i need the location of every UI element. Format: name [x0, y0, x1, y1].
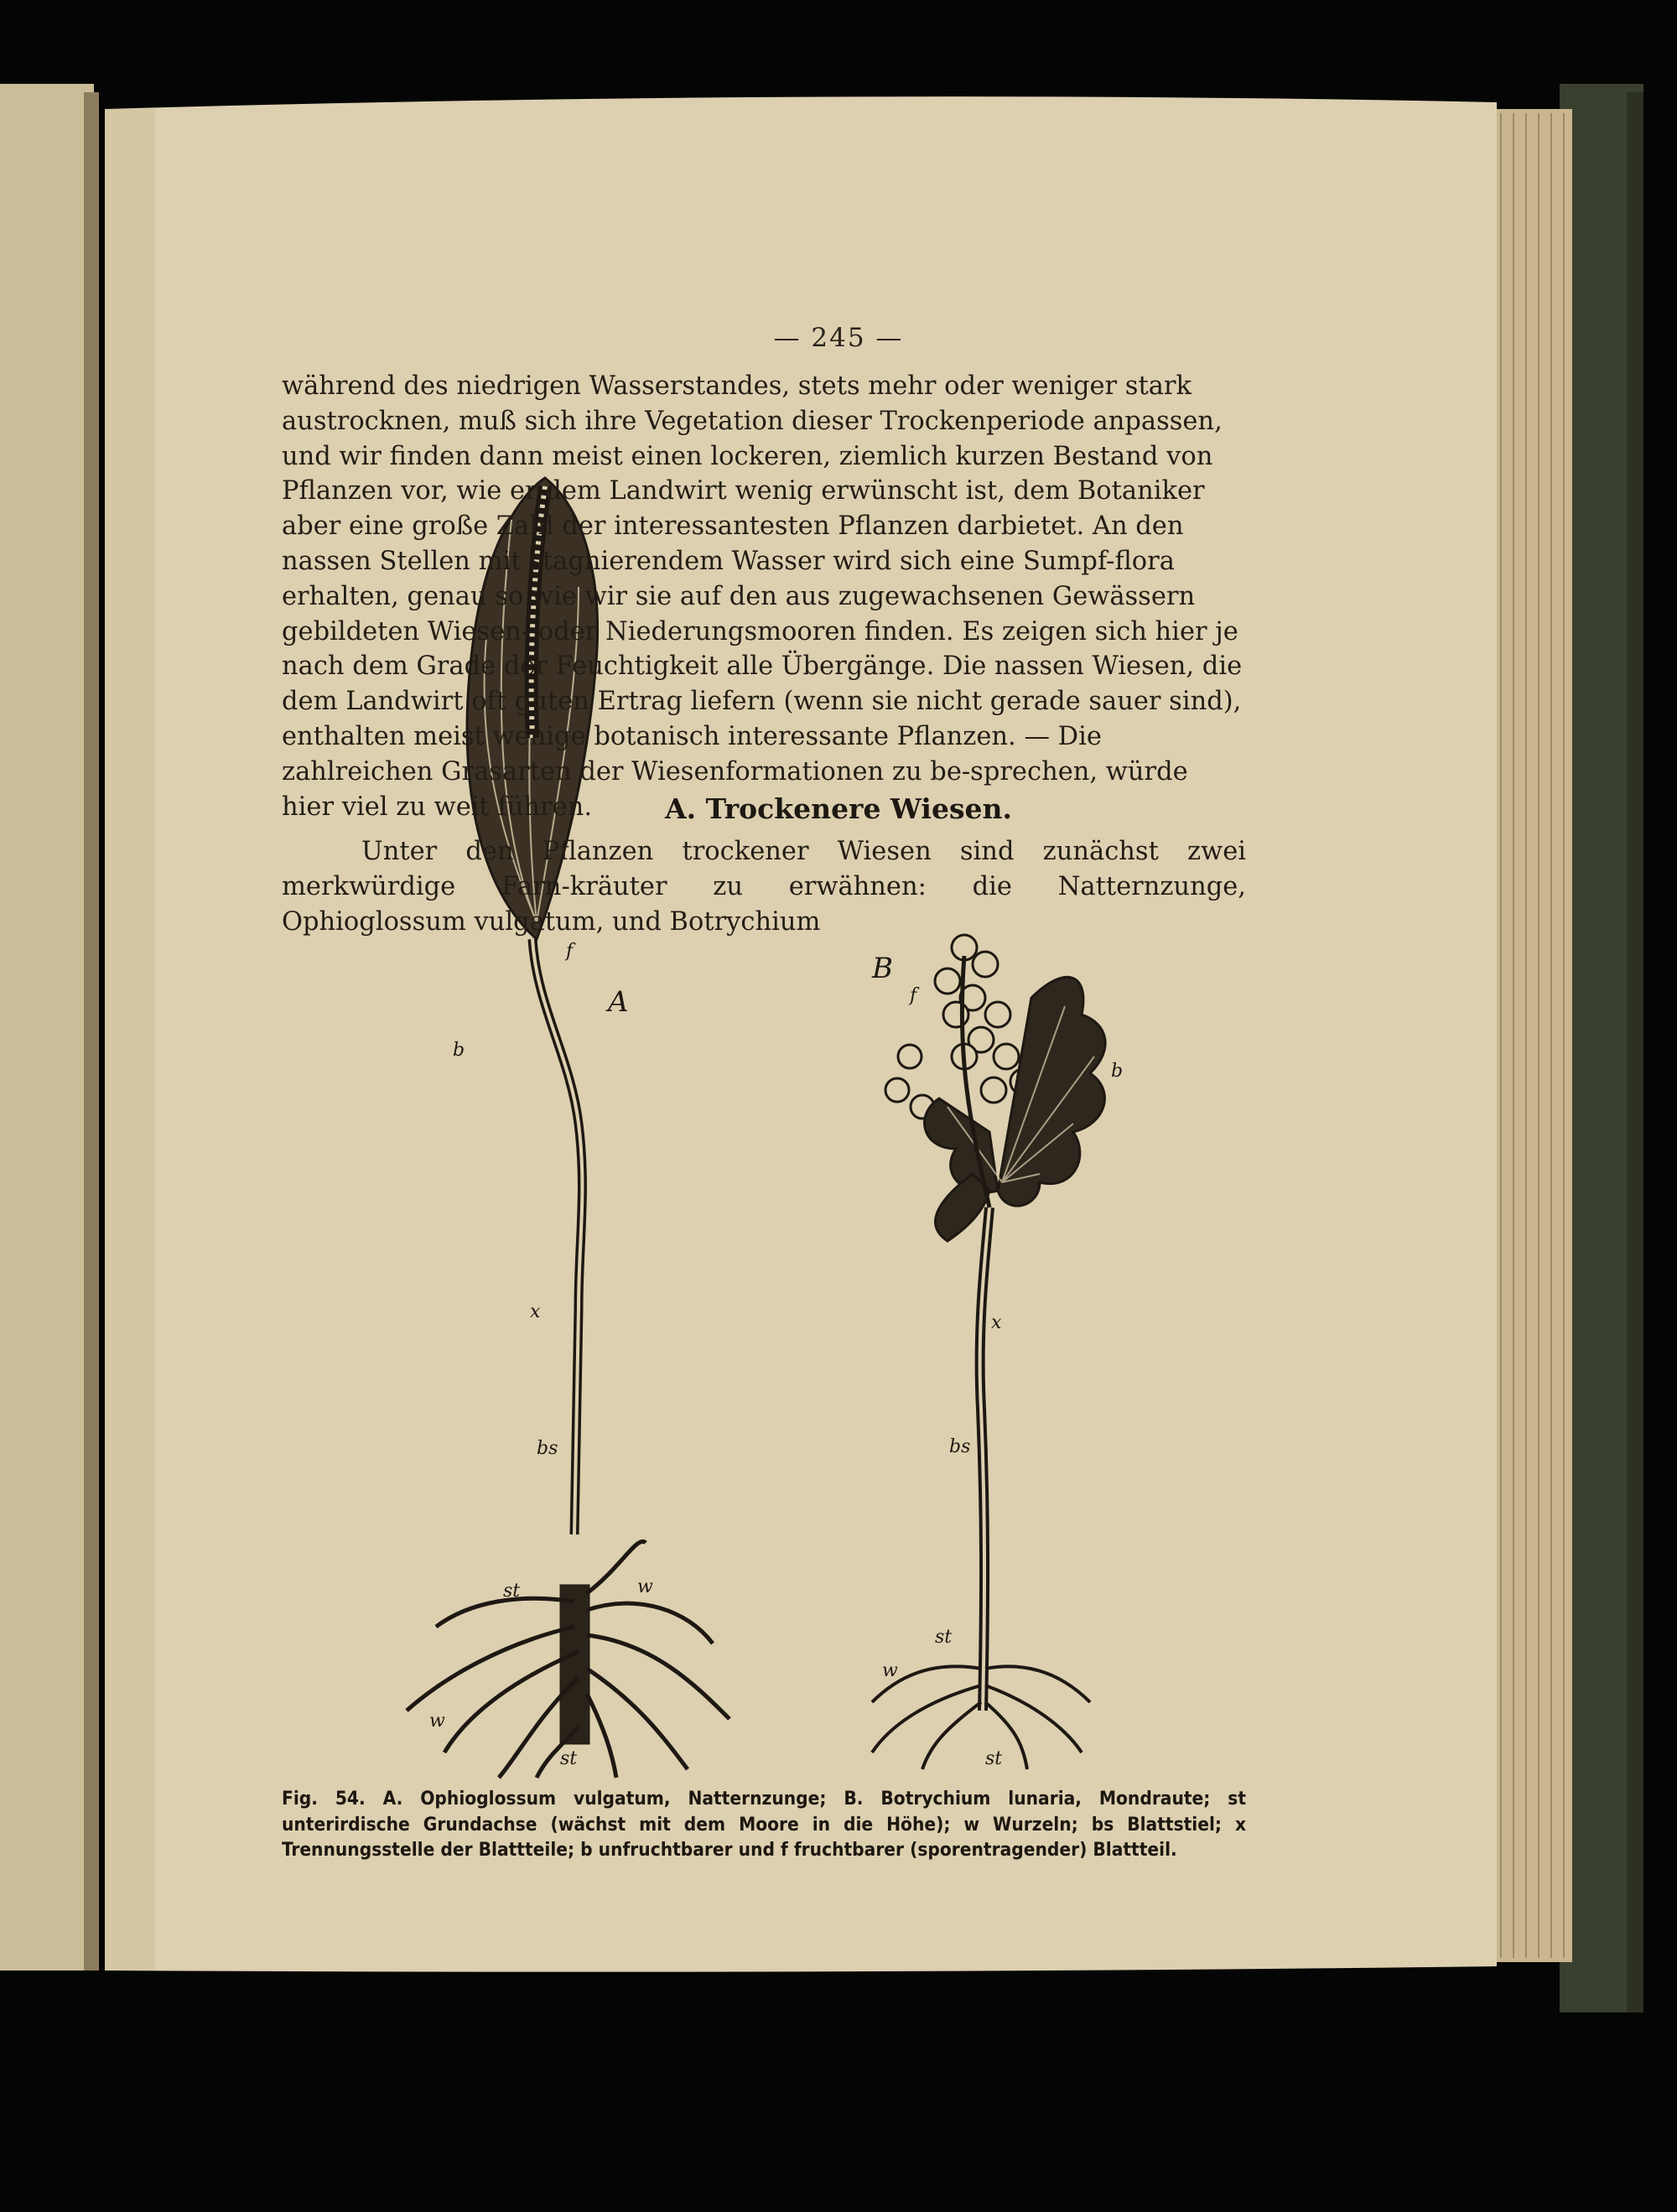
fig-b-label-w: w	[882, 1660, 898, 1681]
fig-b-label-bs: bs	[949, 1436, 971, 1457]
page-edges	[1493, 109, 1572, 1962]
paragraph-2	[282, 834, 1246, 940]
fig-b-label-st: st	[935, 1627, 953, 1648]
page-number: — 245 —	[773, 323, 904, 353]
fig-a-label-st2: st	[560, 1748, 578, 1769]
fig-a-label-f: f	[566, 941, 574, 962]
fig-b-label-x: x	[991, 1312, 1002, 1333]
figure-caption	[282, 1786, 1246, 1863]
fig-a-label-x: x	[530, 1301, 541, 1322]
fig-a-label-w2: w	[429, 1711, 445, 1732]
fig-a-rhizome	[560, 1585, 589, 1744]
fig-a-label-w1: w	[637, 1576, 653, 1597]
fig-a-label-st: st	[503, 1581, 521, 1602]
fig-a-label-bs: bs	[537, 1438, 558, 1459]
fig-b-label-b: b	[1111, 1061, 1124, 1082]
fig-a-label-b: b	[453, 1040, 465, 1061]
paragraph-1	[282, 369, 1246, 824]
paragraph-1-text: während des niedrigen Wasserstandes, stets mehr oder weniger stark austrocknen, muß sich ihre Vegetation dieser Trockenperiode anpassen, und wir finden dann meist einen lockeren, ziemlich kurzen Bestand von Pflanzen vor, wie er dem Landwirt wenig erwünscht ist, dem Botaniker aber eine große Zahl der interessantesten Pflanzen darbietet. An den nassen Stellen mit stagnierendem Wasser wird sich eine Sumpf-flora erhalten, genau so wie wir sie auf den aus zugewachsenen Gewässern gebildeten Wiesen- oder Niederungsmooren finden. Es zeigen sich hier je nach dem Grade der Feuchtigkeit alle Übergänge. Die nassen Wiesen, die dem Landwirt oft guten Ertrag liefern (wenn sie nicht gerade sauer sind), enthalten meist wenige botanisch interessante Pflanzen. — Die zahlreichen Grasarten der Wiesenformationen zu be-sprechen, würde hier viel zu weit führen.	[282, 371, 1243, 822]
paragraph-2-text: Unter den Pflanzen trockener Wiesen sind zunächst zwei merkwürdige Farn-kräuter zu erwähnen: die Natternzunge, Ophioglossum vulgatum, und Botrychium	[282, 837, 1246, 937]
figure-label-b: B	[872, 952, 893, 985]
figure-caption-text: Fig. 54. A. Ophioglossum vulgatum, Natternzunge; B. Botrychium lunaria, Mondraute; st unterirdische Grundachse (wächst mit dem Moore in die Höhe); w Wurzeln; bs Blattstiel; x Trennungsstelle der Blattteile; b unfruchtbarer und f fruchtbarer (sporentragender) Blattteil.	[282, 1788, 1246, 1861]
fig-b-label-st2: st	[985, 1748, 1003, 1769]
figure-label-a: A	[608, 985, 629, 1019]
section-heading: A. Trockenere Wiesen.	[664, 792, 1012, 825]
fig-b-label-f: f	[910, 985, 917, 1006]
left-page-edge	[0, 84, 94, 1971]
